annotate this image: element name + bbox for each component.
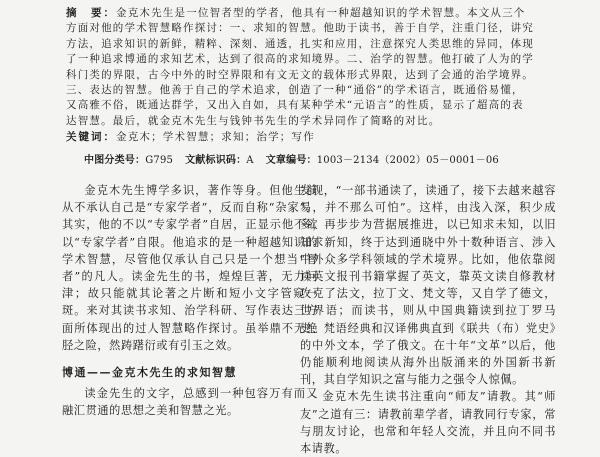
left-column <box>62 182 318 420</box>
right-column <box>300 182 556 457</box>
left-paragraph-1: 金克木先生博学多识，著作等身。但他生前从不承认自己是“专家学者”，反而自称“杂家”。其实，他的不以“专家学者”自居，正显示他不欲以“专家学者”自限。他追求的是一种超越知识的学术智慧，尽管他仅承认自己只是一个想当“智者”的凡人。读金先生的书，煌煌巨著，无力问津；故只能就其论著之片断和短小文字管窥一斑。来对其读书求知、治学科研、写作表达三方面所体现出的过人智慧略作探讨。虽举鼎不无绝胫之险，然踌躇衍或有引玉之效。 <box>62 184 318 352</box>
article-no-label: 文章编号： <box>265 155 317 166</box>
section-title: 博通——金克木先生的求知智慧 <box>62 366 237 380</box>
article-no-value: 1003－2134（2002）05－0001－06 <box>316 155 499 166</box>
left-paragraph-2: 读金先生的文字，总感到一种包容万有而又融汇贯通的思想之美和智慧之光。 <box>62 387 318 418</box>
classification-line <box>84 151 544 166</box>
abstract-block <box>66 6 534 146</box>
clc-label: 中图分类号： <box>84 155 146 166</box>
right-paragraph-2: 金克木先生读书注重向“师友”请教。其“师友”之道有三：请教前辈学者，请教同行专家，常与朋友讨论，也常和年轻人交流，并且向不同书本请教。 <box>300 390 556 456</box>
keywords-text: 金克木；学术智慧；求知；治学；写作 <box>116 131 315 144</box>
keywords-label: 关键词： <box>66 131 116 144</box>
right-paragraph-1: 发现，“一部书通读了，读通了，接下去越来越容易，并不那么可怕”。这样，由浅入深，积少成多，再步步为营据展推进，以已知求未知，以旧知求新知，终于达到通晓中外十数种语言、涉入中外众多学科领域的学术境界。比如，他依靠阅读英文报刊书籍掌握了英文，靠英文读自修教材攻克了法文，拉丁文、梵文等，又自学了德文，世界语；而读书，则从中国典籍读到拉丁罗马史、梵语经典和汉译佛典直到《联共（布）党史》的中外文本，学了俄文。在十年“文革”以后，他仍能顺利地阅读从海外出版涌来的外国新书新刊，其自学知识之富与能力之强令人惊佩。 <box>300 184 556 387</box>
doc-code-label: 文献标识码： <box>185 155 247 166</box>
doc-code-value: A <box>246 155 254 166</box>
abstract-label: 摘 要： <box>66 7 116 19</box>
abstract-text: 金克木先生是一位智者型的学者，他具有一种超越知识的学术智慧。本文从三个方面对他的学术智慧略作探讨：一、求知的智慧。他助于读书，善于自学，注重门径，讲究方法，追求知识的新鲜，精粹、深刻、通透，扎实和应用，注意探究人类思维的异同，体现了一种追求博通的求知艺术，达到了很高的求知境界。二、治学的智慧。他打破了人为的学科门类的界限，古今中外的时空界限和有文无文的载体形式界限，达到了会通的治学境界。三、表达的智慧。他善于自己的学术追求，创造了一种“通俗”的学术语言，既通俗易懂，又高雅不俗，既通达群学，又出入自如，具有某种学术“元语言”的性质，显示了超高的表达智慧。最后，就金克木先生与钱钟书先生的学术异同作了简略的对比。 <box>66 7 534 127</box>
keywords-line <box>66 130 534 145</box>
clc-value: G795 <box>145 155 174 166</box>
